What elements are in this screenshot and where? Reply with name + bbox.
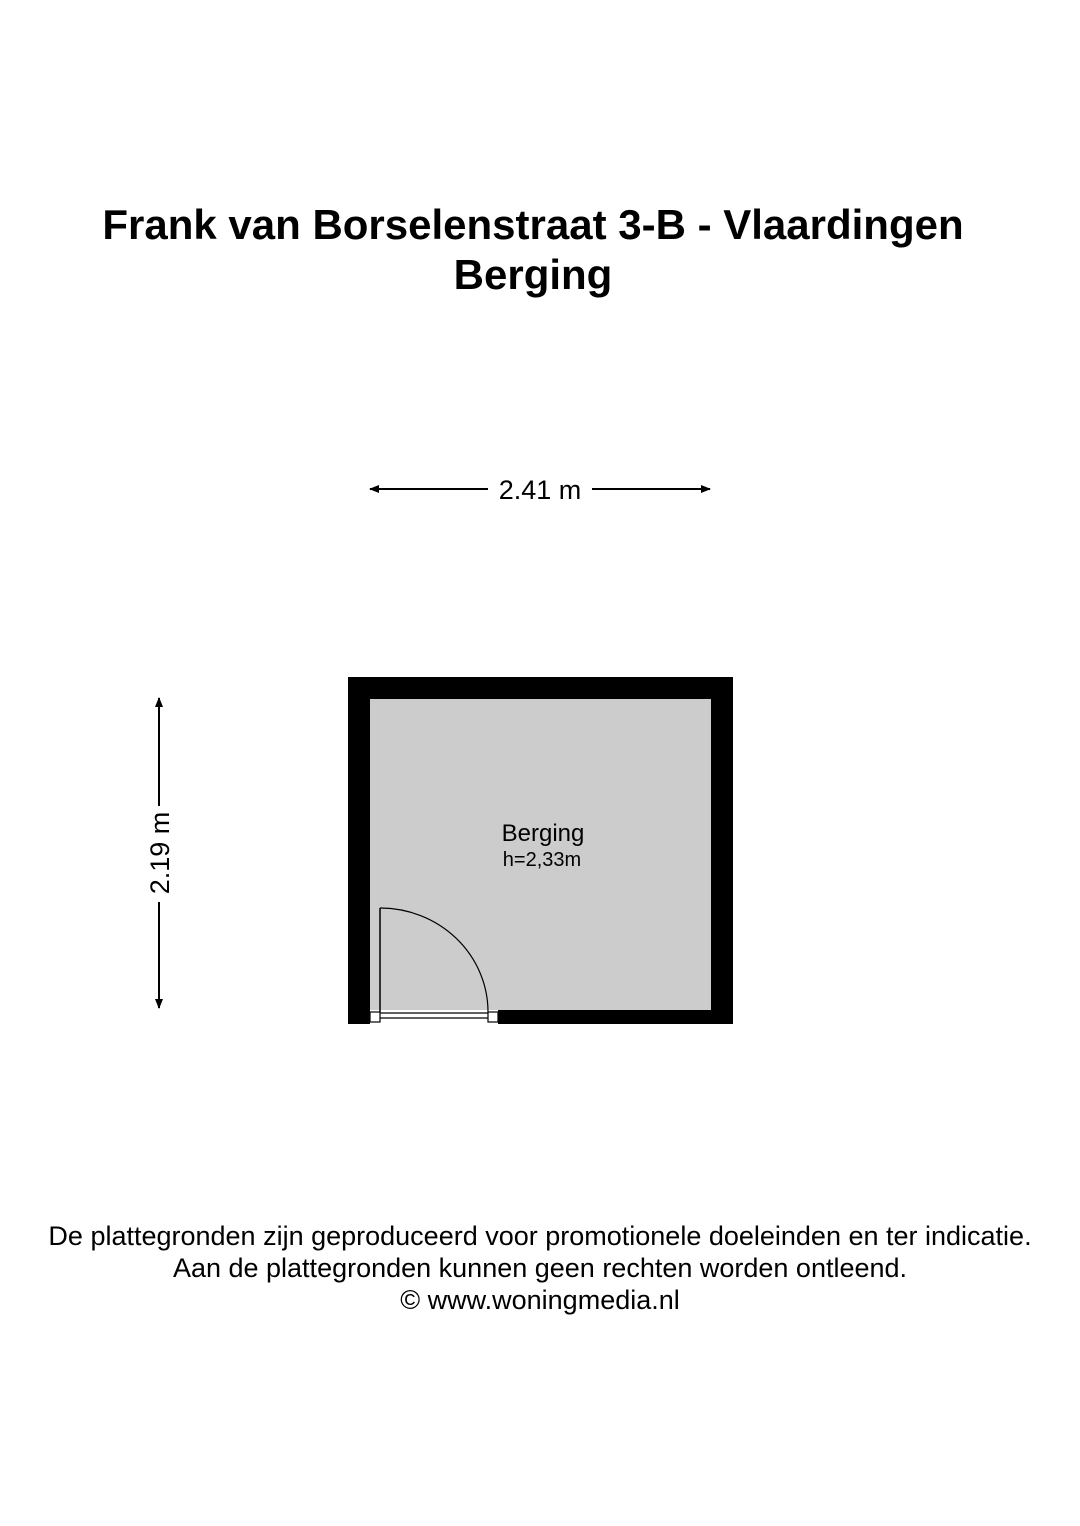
room-name-label: Berging bbox=[501, 820, 585, 847]
door-jamb-right bbox=[488, 1012, 498, 1022]
width-dimension-label: 2.41 m bbox=[498, 475, 582, 505]
room-berging bbox=[348, 677, 733, 1024]
room-height-label: h=2,33m bbox=[502, 849, 582, 871]
floor-title: Berging bbox=[453, 251, 613, 298]
depth-dimension-label: 2.19 m bbox=[145, 811, 175, 895]
disclaimer-footer bbox=[0, 1220, 1080, 1316]
disclaimer-line-1: De plattegronden zijn geproduceerd voor promotionele doeleinden en ter indicatie. bbox=[48, 1221, 1032, 1251]
width-dimension bbox=[370, 475, 710, 505]
copyright-line: © www.woningmedia.nl bbox=[400, 1285, 680, 1315]
door-opening bbox=[370, 1010, 498, 1024]
address-title: Frank van Borselenstraat 3-B - Vlaardingen bbox=[102, 201, 964, 248]
door-jamb-left bbox=[370, 1012, 380, 1022]
disclaimer-line-2: Aan de plattegronden kunnen geen rechten worden ontleend. bbox=[172, 1253, 908, 1283]
depth-dimension bbox=[145, 698, 175, 1008]
